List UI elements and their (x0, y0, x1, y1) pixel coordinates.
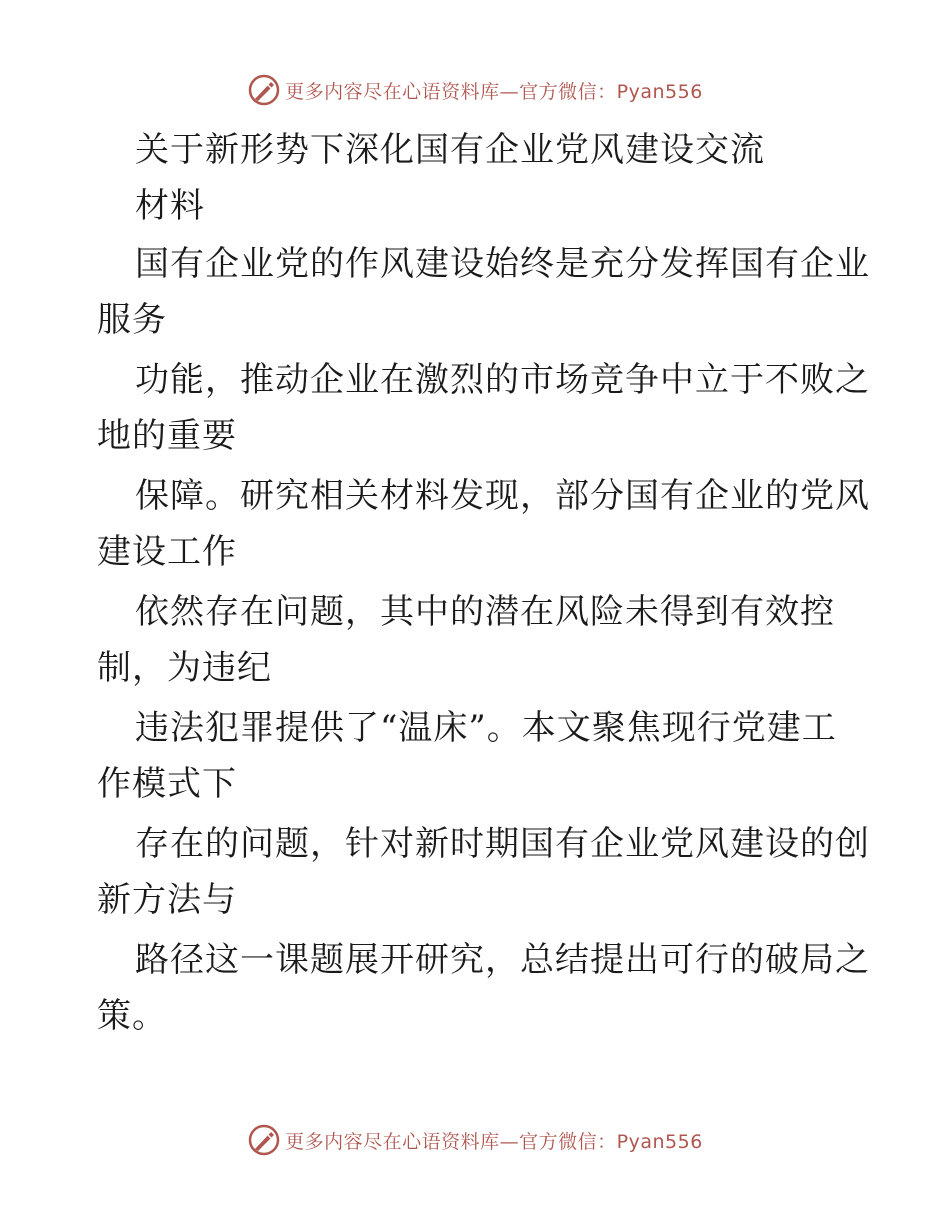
paragraph-line: 地的重要 (97, 416, 237, 456)
banner-text: 更多内容尽在心语资料库—官方微信：Pyan556 (285, 80, 703, 103)
paragraph-line: 违法犯罪提供了“温床”。本文聚焦现行党建工 (135, 708, 837, 748)
quill-seal-icon (247, 1123, 281, 1157)
document-title-line-2: 材料 (135, 186, 205, 226)
paragraph-line: 国有企业党的作风建设始终是充分发挥国有企业 (135, 244, 870, 284)
paragraph-line: 路径这一课题展开研究，总结提出可行的破局之 (135, 940, 870, 980)
paragraph-line: 功能，推动企业在激烈的市场竞争中立于不败之 (135, 360, 870, 400)
paragraph-line: 制，为违纪 (97, 648, 272, 688)
paragraph-line: 新方法与 (97, 880, 237, 920)
paragraph-line: 建设工作 (97, 532, 237, 572)
paragraph-line: 依然存在问题，其中的潜在风险未得到有效控 (135, 592, 835, 632)
paragraph-line: 作模式下 (97, 764, 237, 804)
quill-seal-icon (247, 73, 281, 107)
footer-banner (0, 1120, 950, 1160)
document-title-line-1: 关于新形势下深化国有企业党风建设交流 (135, 130, 765, 170)
paragraph-line: 策。 (97, 996, 167, 1036)
paragraph-line: 存在的问题，针对新时期国有企业党风建设的创 (135, 824, 870, 864)
paragraph-line: 保障。研究相关材料发现，部分国有企业的党风 (135, 476, 870, 516)
paragraph-line: 服务 (97, 300, 167, 340)
header-banner (0, 70, 950, 110)
banner-text: 更多内容尽在心语资料库—官方微信：Pyan556 (285, 1130, 703, 1153)
